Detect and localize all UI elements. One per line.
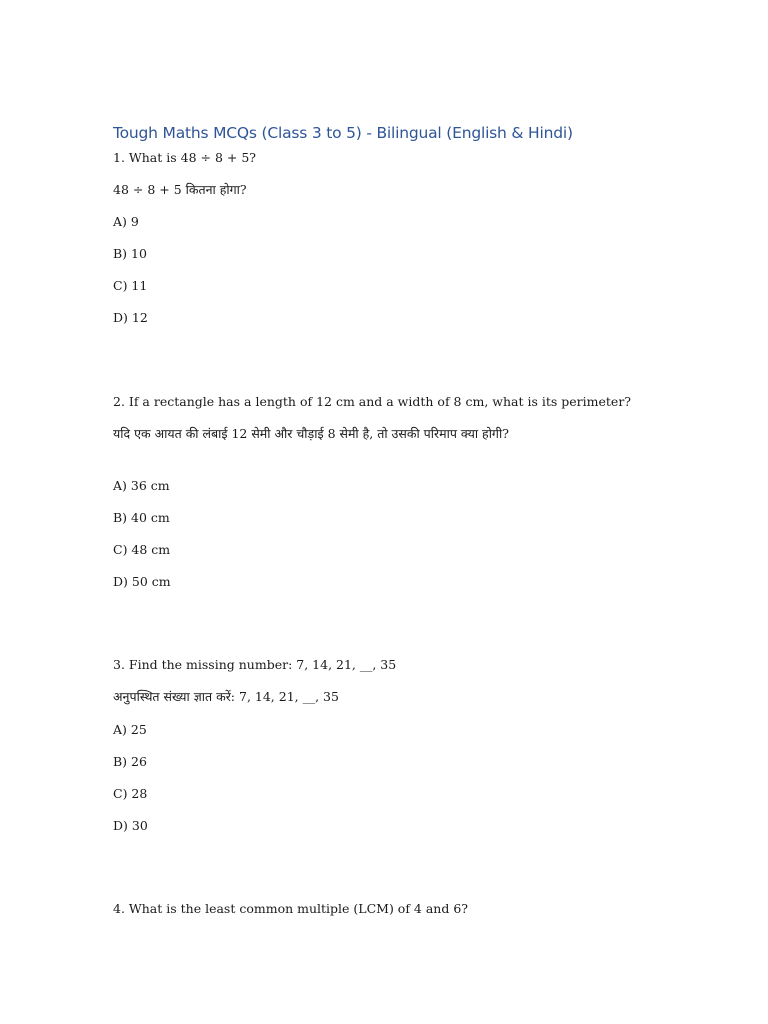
question-1-option-a: A) 9 <box>113 214 139 229</box>
question-3-option-d: D) 30 <box>113 818 148 833</box>
question-2-option-d: D) 50 cm <box>113 574 171 589</box>
question-1-option-d: D) 12 <box>113 310 148 325</box>
question-1-option-c: C) 11 <box>113 278 148 293</box>
question-3-hindi: अनुपस्थित संख्या ज्ञात करें: 7, 14, 21, __, 35 <box>113 689 339 704</box>
question-1-option-b: B) 10 <box>113 246 147 261</box>
question-3-option-a: A) 25 <box>113 722 147 737</box>
question-2-option-a: A) 36 cm <box>113 478 170 493</box>
question-3-option-c: C) 28 <box>113 786 148 801</box>
question-1-hindi: 48 ÷ 8 + 5 कितना होगा? <box>113 182 247 197</box>
question-2-option-c: C) 48 cm <box>113 542 171 557</box>
question-1-text: 1. What is 48 ÷ 8 + 5? <box>113 150 256 165</box>
question-3-text: 3. Find the missing number: 7, 14, 21, __, 35 <box>113 657 397 672</box>
document-title: Tough Maths MCQs (Class 3 to 5) - Bilingual (English & Hindi) <box>113 124 573 142</box>
question-2-text: 2. If a rectangle has a length of 12 cm and a width of 8 cm, what is its perimeter? <box>113 394 631 409</box>
question-2-option-b: B) 40 cm <box>113 510 170 525</box>
question-3-option-b: B) 26 <box>113 754 147 769</box>
question-4-text: 4. What is the least common multiple (LCM) of 4 and 6? <box>113 901 468 916</box>
question-2-hindi: यदि एक आयत की लंबाई 12 सेमी और चौड़ाई 8 सेमी है, तो उसकी परिमाप क्या होगी? <box>113 426 509 441</box>
